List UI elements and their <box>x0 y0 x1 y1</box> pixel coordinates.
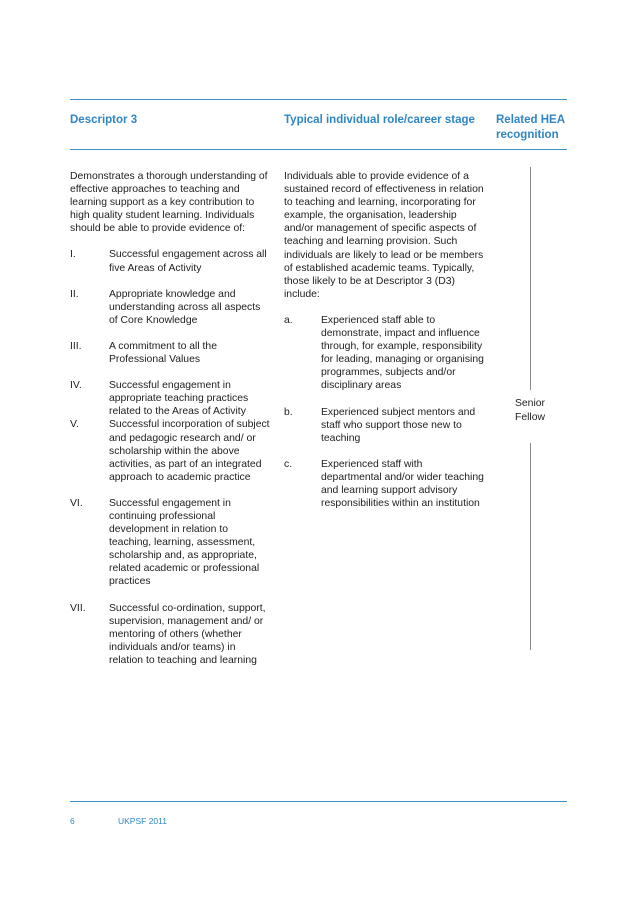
list-item <box>70 602 270 667</box>
list-item <box>284 406 484 445</box>
header-related-hea: Related HEA recognition <box>496 114 565 141</box>
item-number: III. <box>70 340 82 352</box>
item-text: A commitment to all the Professional Values <box>109 340 217 366</box>
header-descriptor: Descriptor 3 <box>70 114 138 126</box>
top-rule <box>70 99 567 100</box>
item-number: V. <box>70 419 79 431</box>
item-text: Experienced staff able to demonstrate, impact and influence through, for example, responsibility for leading, managing or organising programmes, subjects and/or disciplinary areas <box>321 314 484 392</box>
list-item <box>70 418 270 483</box>
item-number: IV. <box>70 380 82 392</box>
item-number: b. <box>284 406 293 418</box>
recognition-line2: Fellow <box>514 412 546 423</box>
recognition-line-bottom <box>530 443 531 650</box>
item-number: II. <box>70 288 79 300</box>
list-item <box>70 248 270 274</box>
list-item <box>70 340 270 366</box>
item-text: Experienced staff with departmental and/or wider teaching and learning support advisory responsibilities within an institution <box>321 458 484 510</box>
item-number: I. <box>70 249 76 261</box>
item-number: c. <box>284 458 293 470</box>
descriptor-intro: Demonstrates a thorough understanding of effective approaches to teaching and learning support as a key contribution to high quality student learning. Individuals should be able to provide evidence of: <box>70 171 268 235</box>
item-text: Successful engagement in appropriate teaching practices related to the Areas of Activity <box>109 380 249 418</box>
header-typical-role: Typical individual role/career stage <box>284 114 475 126</box>
item-text: Successful engagement in continuing professional development in relation to teaching, learning, assessment, scholarship and, as appropriate, related academic or professional practices <box>109 497 260 588</box>
header-rule <box>70 149 567 150</box>
footer-rule <box>70 801 567 802</box>
item-number: VI. <box>70 497 83 509</box>
document-name: UKPSF 2011 <box>118 816 167 826</box>
role-intro: Individuals able to provide evidence of a sustained record of effectiveness in relation to teaching and learning, incorporating for example, the organisation, leadership and/or management of specific aspects of teaching and learning provision. Such individuals are likely to lead or be members of established academic teams. Typically, those likely to be at Descriptor 3 (D3) include: <box>284 171 484 300</box>
item-text: Appropriate knowledge and understanding across all aspects of Core Knowledge <box>109 288 261 326</box>
item-text: Successful co-ordination, support, supervision, management and/ or mentoring of others (whether individuals and/or teams) in relation to teaching and learning <box>109 602 266 666</box>
list-item <box>284 458 484 510</box>
item-number: a. <box>284 314 293 326</box>
role-column <box>284 170 484 510</box>
list-item <box>70 497 270 589</box>
item-number: VII. <box>70 602 86 614</box>
page-number: 6 <box>70 816 75 826</box>
list-item <box>70 379 270 418</box>
recognition-line-top <box>530 167 531 390</box>
recognition-line1: Senior <box>514 398 546 409</box>
item-text: Experienced subject mentors and staff who support those new to teaching <box>321 406 476 444</box>
descriptor-column <box>70 170 270 667</box>
list-item <box>70 288 270 327</box>
list-item <box>284 314 484 393</box>
item-text: Successful engagement across all five Areas of Activity <box>109 249 267 274</box>
item-text: Successful incorporation of subject and pedagogic research and/ or scholarship within the above activities, as part of an integrated approach to academic practice <box>109 419 270 483</box>
recognition-label <box>500 397 560 425</box>
